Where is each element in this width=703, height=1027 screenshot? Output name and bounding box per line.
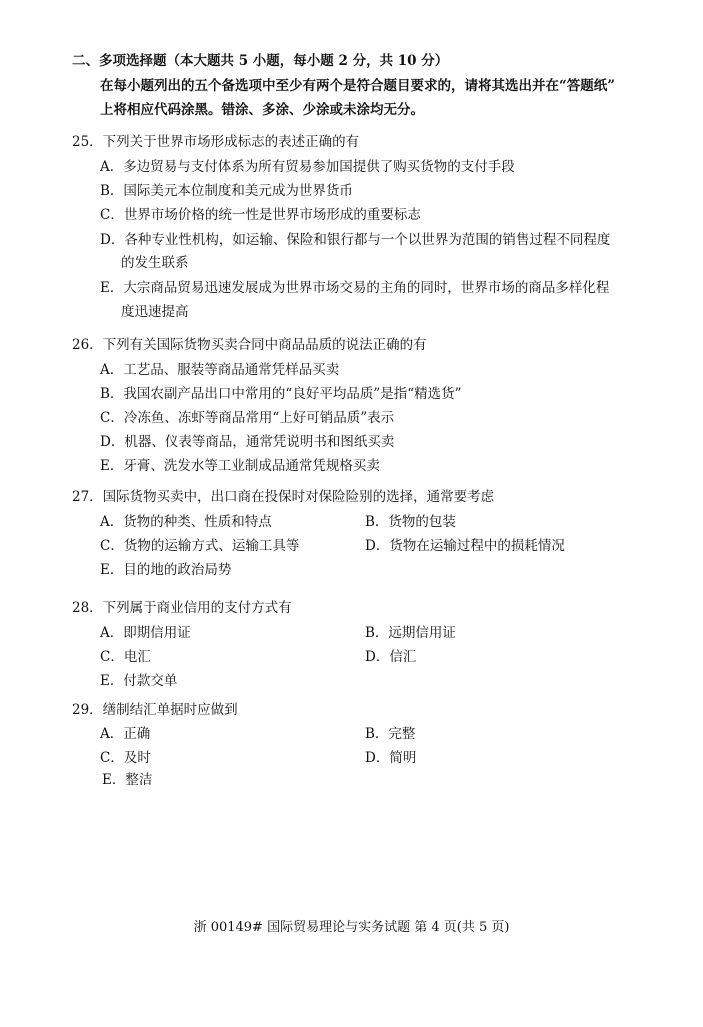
question-25-option-e-cont: 度迅速提高: [121, 304, 189, 320]
question-25-stem: 25．下列关于世界市场形成标志的表述正确的有: [72, 134, 360, 150]
question-26-stem: 26．下列有关国际货物买卖合同中商品品质的说法正确的有: [72, 337, 427, 353]
question-27-option-b: B．货物的包装: [365, 514, 456, 530]
question-29-option-d: D．简明: [365, 750, 417, 766]
question-26-option-c: C．冷冻鱼、冻虾等商品常用“上好可销品质”表示: [100, 410, 395, 426]
question-29-stem: 29．缮制结汇单据时应做到: [72, 702, 238, 718]
question-27-option-d: D．货物在运输过程中的损耗情况: [365, 538, 565, 554]
question-27-option-a: A．货物的种类、性质和特点: [100, 514, 272, 530]
question-28-option-b: B．远期信用证: [365, 625, 456, 641]
question-26-option-b: B．我国农副产品出口中常用的“良好平均品质”是指“精选货”: [100, 386, 462, 402]
question-29-option-c: C．及时: [100, 750, 151, 766]
page-footer: 浙 00149# 国际贸易理论与实务试题 第 4 页(共 5 页): [193, 920, 510, 935]
question-25-option-c: C．世界市场价格的统一性是世界市场形成的重要标志: [100, 207, 421, 223]
section-instruction-line2: 上将相应代码涂黑。错涂、多涂、少涂或未涂均无分。: [100, 102, 424, 118]
question-26-option-d: D．机器、仪表等商品，通常凭说明书和图纸买卖: [100, 434, 395, 450]
question-26-option-e: E．牙膏、洗发水等工业制成品通常凭规格买卖: [100, 458, 380, 474]
question-27-stem: 27．国际货物买卖中，出口商在投保时对保险险别的选择，通常要考虑: [72, 489, 495, 505]
question-25-option-a: A．多边贸易与支付体系为所有贸易参加国提供了购买货物的支付手段: [100, 159, 515, 175]
question-28-stem: 28．下列属于商业信用的支付方式有: [72, 600, 292, 616]
question-29-option-b: B．完整: [365, 726, 416, 742]
question-28-option-d: D．信汇: [365, 649, 417, 665]
question-25-option-b: B．国际美元本位制度和美元成为世界货币: [100, 183, 353, 199]
question-27-option-e: E．目的地的政治局势: [100, 562, 232, 578]
question-28-option-e: E．付款交单: [100, 673, 178, 689]
question-29-option-a: A．正确: [100, 726, 151, 742]
question-28-option-a: A．即期信用证: [100, 625, 191, 641]
question-26-option-a: A．工艺品、服装等商品通常凭样品买卖: [100, 362, 340, 378]
question-27-option-c: C．货物的运输方式、运输工具等: [100, 538, 300, 554]
question-28-option-c: C．电汇: [100, 649, 151, 665]
question-29-option-e: E．整洁: [102, 772, 153, 788]
question-25-option-e: E．大宗商品贸易迅速发展成为世界市场交易的主角的同时，世界市场的商品多样化程: [100, 280, 610, 296]
section-instruction-line1: 在每小题列出的五个备选项中至少有两个是符合题目要求的，请将其选出并在“答题纸”: [100, 78, 616, 94]
section-heading: 二、多项选择题（本大题共 5 小题，每小题 2 分，共 10 分）: [72, 53, 449, 69]
question-25-option-d-cont: 的发生联系: [121, 255, 189, 271]
question-25-option-d: D．各种专业性机构，如运输、保险和银行都与一个以世界为范围的销售过程不同程度: [100, 232, 611, 248]
